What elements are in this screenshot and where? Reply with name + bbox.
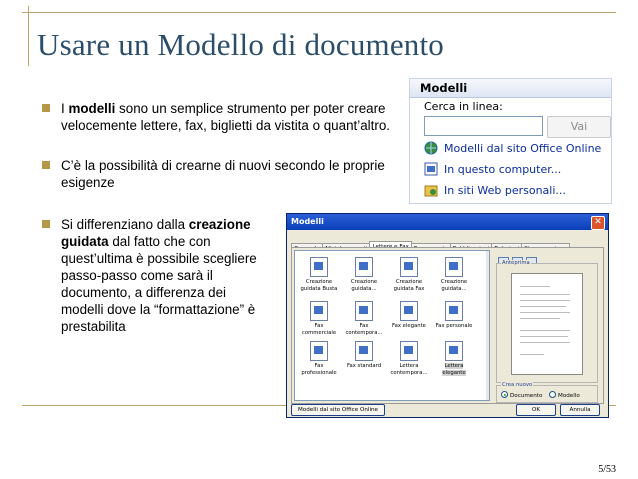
search-input[interactable] <box>424 116 543 136</box>
frame-top-line <box>22 12 616 13</box>
radio-model[interactable]: Modello <box>549 391 580 399</box>
template-item[interactable]: Fax commerciale <box>299 301 339 336</box>
template-icon <box>310 341 328 361</box>
bullet-modelli: I modelli sono un semplice strumento per poter creare velocemente lettere, fax, biglietti da vistita o quant’altro. <box>42 100 402 134</box>
office-online-button[interactable]: Modelli dal sito Office Online <box>291 404 385 416</box>
template-item[interactable]: Creazione guidata Busta <box>299 257 339 292</box>
template-item[interactable]: Fax contempora... <box>344 301 384 336</box>
template-item[interactable]: Creazione guidata... <box>434 257 474 292</box>
task-pane-header: Modelli <box>410 79 611 98</box>
template-icon <box>400 301 418 321</box>
office-online-link[interactable]: Modelli dal sito Office Online <box>424 141 601 155</box>
template-grid <box>294 250 490 401</box>
close-icon[interactable]: ✕ <box>591 216 605 230</box>
template-icon <box>355 341 373 361</box>
template-icon <box>445 257 463 277</box>
bullet-square-icon <box>42 220 50 228</box>
bullet-list-top <box>42 100 402 134</box>
slide-title: Usare un Modello di documento <box>37 27 444 62</box>
radio-dot-icon <box>501 391 508 398</box>
dialog-tabs <box>291 235 569 247</box>
preview-label: Anteprima <box>502 260 530 266</box>
bullet-square-icon <box>42 161 50 169</box>
modelli-dialog <box>286 213 609 418</box>
bullet-list-middle <box>42 157 402 191</box>
search-label: Cerca in linea: <box>424 100 503 113</box>
frame-left-line <box>28 6 29 66</box>
template-icon <box>355 301 373 321</box>
template-item-selected[interactable]: Lettera elegante <box>434 341 474 376</box>
web-sites-link[interactable]: In siti Web personali... <box>424 183 566 197</box>
template-icon <box>400 257 418 277</box>
template-icon <box>445 301 463 321</box>
dialog-title: Modelli <box>287 214 608 230</box>
grid-scrollbar[interactable] <box>486 251 489 400</box>
template-icon <box>445 341 463 361</box>
template-item[interactable]: Lettera contempora... <box>389 341 429 376</box>
template-icon <box>355 257 373 277</box>
tab-panel <box>291 247 604 404</box>
document-icon <box>424 162 438 176</box>
template-item[interactable]: Fax professionale <box>299 341 339 376</box>
template-item[interactable]: Fax elegante <box>389 301 429 330</box>
create-new-label: Crea nuovo <box>502 382 533 388</box>
template-icon <box>400 341 418 361</box>
template-item[interactable]: Creazione guidata... <box>344 257 384 292</box>
cancel-button[interactable]: Annulla <box>560 404 600 416</box>
radio-document[interactable]: Documento <box>501 391 542 399</box>
bullet-list-bottom <box>42 216 270 335</box>
ok-button[interactable]: OK <box>516 404 556 416</box>
preview-page <box>511 273 583 375</box>
create-new-group <box>496 382 598 403</box>
template-item[interactable]: Fax standard <box>344 341 384 370</box>
radio-dot-icon <box>549 391 556 398</box>
go-button[interactable]: Vai <box>547 116 611 138</box>
modelli-task-pane <box>409 78 612 204</box>
template-icon <box>310 301 328 321</box>
bullet-nuovi: C’è la possibilità di crearne di nuovi secondo le proprie esigenze <box>42 157 402 191</box>
bullet-differenziano: Si differenziano dalla creazione guidata dal fatto che con quest’ultima è possibile scegliere passo-passo come sarà il documento, a differenza dei modelli dove la “formattazione” è prestabilita <box>42 216 270 335</box>
template-item[interactable]: Fax personale <box>434 301 474 330</box>
globe-icon <box>424 141 438 155</box>
template-item[interactable]: Creazione guidata Fax <box>389 257 429 292</box>
template-icon <box>310 257 328 277</box>
preview-group <box>496 260 598 383</box>
web-folder-icon <box>424 183 438 197</box>
this-computer-link[interactable]: In questo computer... <box>424 162 561 176</box>
bullet-square-icon <box>42 104 50 112</box>
page-number: 5/53 <box>598 464 616 475</box>
